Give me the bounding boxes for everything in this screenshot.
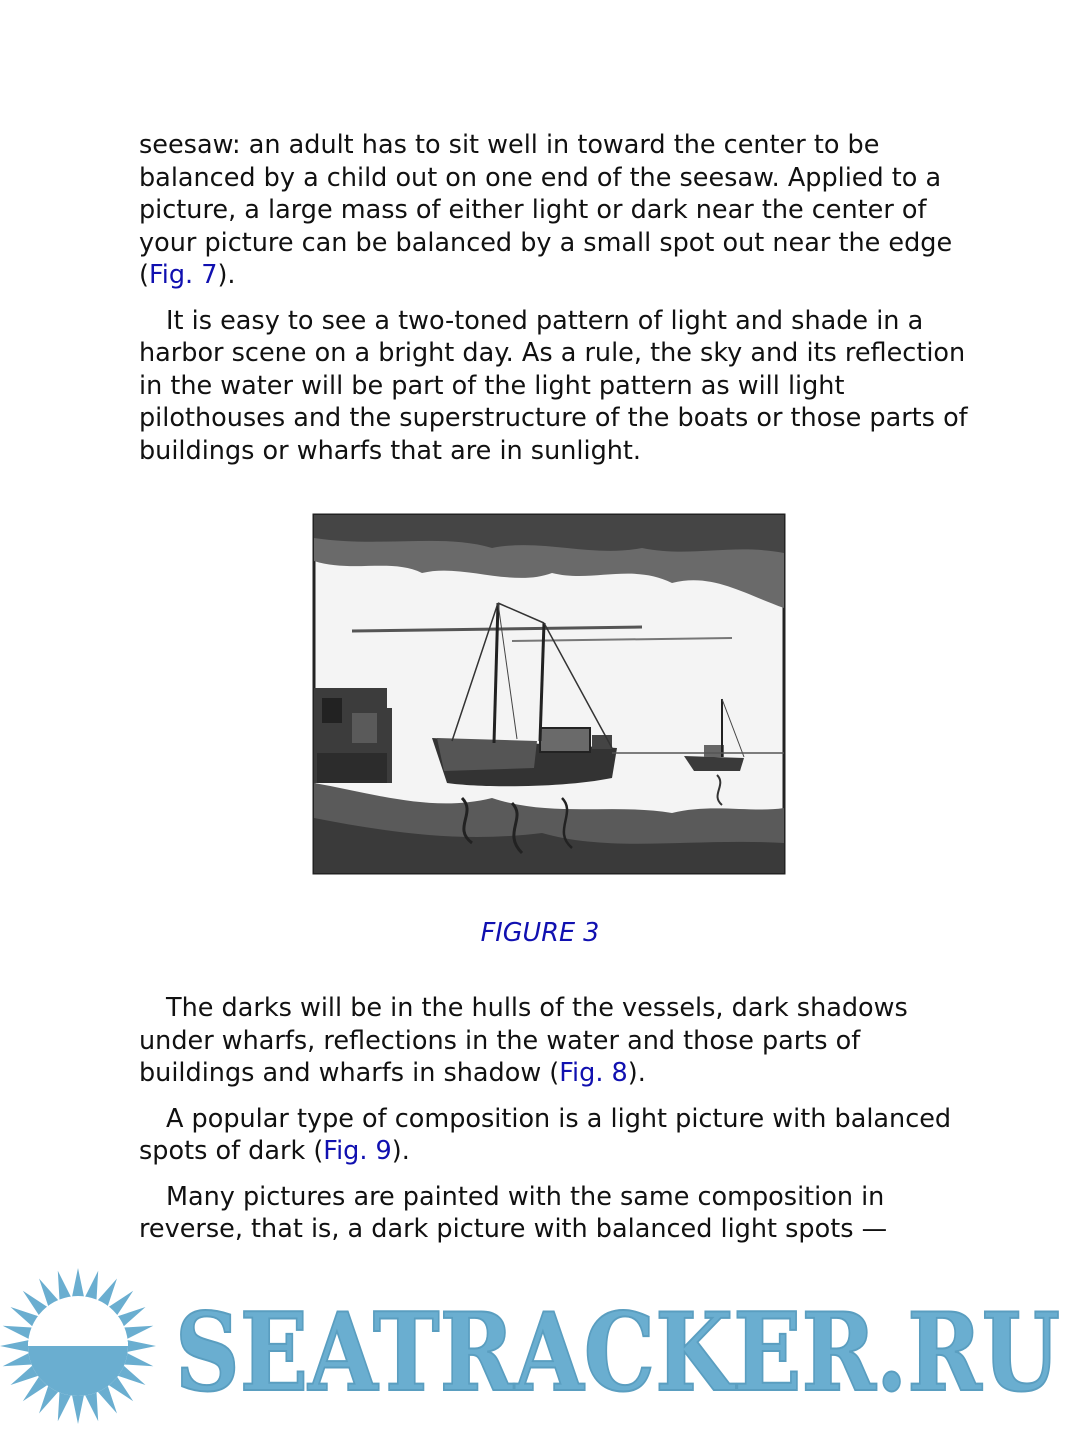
paragraph-seesaw: seesaw: an adult has to sit well in toward the center to be balanced by a child out on one end of the seesaw. Applied to a picture, a large mass of either light or dark near the center of your picture can be balanced by a small spot out near the edge (Fig. 7). [139,130,953,290]
seatracker-logo [0,1262,1080,1425]
text-block-bottom [139,992,979,1259]
watermark-text: SEATRACKER.RU [175,1290,1060,1416]
harbor-sketch-image [312,513,786,875]
text-block-top [139,129,979,480]
paragraph-harbor: It is easy to see a two-toned pattern of light and shade in a harbor scene on a bright day. As a rule, the sky and its reflection in the water will be part of the light pattern as will light pilothouses and the superstructure of the boats or those parts of buildings or wharfs that are in sunlight. [139,305,968,466]
fig-9-link[interactable]: Fig. 9 [323,1136,392,1166]
figure-caption[interactable]: FIGURE 3 [480,918,600,948]
sun-icon [0,1268,156,1424]
figure-3-illustration [312,513,786,875]
fig-7-link[interactable]: Fig. 7 [148,260,218,290]
paragraph-popular-composition: A popular type of composition is a light picture with balanced spots of dark (Fig. 9). [139,1103,952,1166]
fig-8-link[interactable]: Fig. 8 [559,1058,628,1088]
paragraph-darks: The darks will be in the hulls of the vessels, dark shadows under wharfs, reflections in the water and those parts of buildings and wharfs in shadow (Fig. 8). [139,993,908,1088]
seatracker-watermark [0,1262,1080,1425]
paragraph-reverse-composition: Many pictures are painted with the same composition in reverse, that is, a dark picture with balanced light spots — [139,1181,888,1244]
